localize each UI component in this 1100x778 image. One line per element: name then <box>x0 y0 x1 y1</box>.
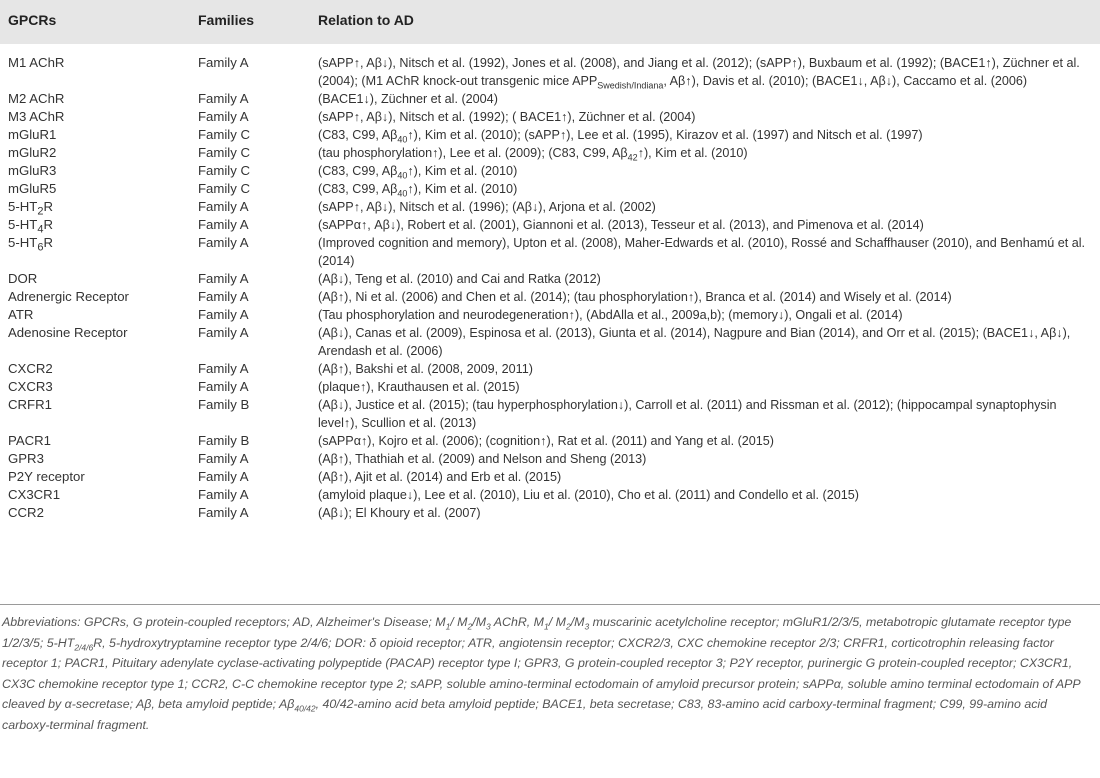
gpcr-family: Family C <box>198 181 251 196</box>
gpcr-family: Family A <box>198 199 249 214</box>
gpcr-family: Family C <box>198 163 251 178</box>
table-row <box>0 234 1100 270</box>
relation-to-ad: (Tau phosphorylation and neurodegeneration↑), (AbdAlla et al., 2009a,b); (memory↓), Ongali et al. (2014) <box>318 308 903 322</box>
table-row <box>0 324 1100 360</box>
header-relation: Relation to AD <box>318 12 414 28</box>
relation-to-ad: (amyloid plaque↓), Lee et al. (2010), Liu et al. (2010), Cho et al. (2011) and Condello et al. (2015) <box>318 488 859 502</box>
gpcr-name: mGluR3 <box>8 163 57 178</box>
gpcr-name: M3 AChR <box>8 109 65 124</box>
relation-to-ad: (Aβ↑), Thathiah et al. (2009) and Nelson and Sheng (2013) <box>318 452 647 466</box>
table-row <box>0 288 1100 306</box>
gpcr-family: Family A <box>198 379 249 394</box>
gpcr-name: M2 AChR <box>8 91 65 106</box>
gpcr-family: Family A <box>198 325 249 340</box>
table-row <box>0 378 1100 396</box>
gpcr-name: ATR <box>8 307 34 322</box>
gpcr-family: Family C <box>198 127 251 142</box>
gpcr-name: mGluR1 <box>8 127 57 142</box>
abbreviations-note: Abbreviations: GPCRs, G protein-coupled receptors; AD, Alzheimer's Disease; $M_1/$ $M_2/M_3$ AChR, $M_1/$ $M_2/M_3$ muscarinic acetylcholine receptor; mGluR1/2/3/5, metabotropic glutamate receptor type 1/2/3/5; $5-HT_{2/4/6}R$, 5-hydroxytryptamine receptor type 2/4/6; DOR: δ opioid receptor; ATR, angiotensin receptor; CXCR2/3, CXC chemokine receptor 2/3; CRFR1, corticotrophin releasing factor receptor 1; PACR1, Pituitary adenylate cyclase-activating polypeptide (PACAP) receptor type I; GPR3, G protein-coupled receptor 3; P2Y receptor, purinergic G protein-coupled receptor; CX3CR1, CX3C chemokine receptor type 1; CCR2, C-C chemokine receptor type 2; sAPP, soluble amino-terminal ectodomain of amyloid precursor protein; sAPPα, soluble amino terminal ectodomain of APP cleaved by α-secretase; Aβ, beta amyloid peptide; $A\beta_{40/42}$, 40/42-amino acid beta amyloid peptide; BACE1, beta secretase; C83, 83-amino acid carboxy-terminal fragment; C99, 99-amino acid carboxy-terminal fragment. <box>2 615 1081 732</box>
relation-to-ad: (C83, C99, $A\beta_{40}↑$), Kim et al. (2010) <box>318 182 518 199</box>
header-families: Families <box>198 12 255 28</box>
relation-to-ad: (Aβ↑), Bakshi et al. (2008, 2009, 2011) <box>318 362 533 376</box>
gpcr-family: Family A <box>198 271 249 286</box>
table-row <box>0 270 1100 288</box>
gpcr-name: Adrenergic Receptor <box>8 289 129 304</box>
table-row <box>0 162 1100 180</box>
relation-to-ad: (Aβ↓), Teng et al. (2010) and Cai and Ratka (2012) <box>318 272 601 286</box>
relation-to-ad: (BACE1↓), Züchner et al. (2004) <box>318 92 498 106</box>
gpcr-family: Family A <box>198 235 249 250</box>
table-row <box>0 54 1100 90</box>
gpcr-name: PACR1 <box>8 433 51 448</box>
table-row <box>0 180 1100 198</box>
gpcr-name: mGluR2 <box>8 145 57 160</box>
table-row <box>0 504 1100 522</box>
gpcr-name: Adenosine Receptor <box>8 325 128 340</box>
gpcr-name: CRFR1 <box>8 397 52 412</box>
table-row <box>0 432 1100 450</box>
table-row <box>0 90 1100 108</box>
relation-to-ad: (tau phosphorylation↑), Lee et al. (2009); (C83, C99, $A\beta_{42}↑$), Kim et al. (2010) <box>318 146 748 163</box>
relation-to-ad: (Aβ↓), Canas et al. (2009), Espinosa et al. (2013), Giunta et al. (2014), Nagpure and Bian (2014), and Orr et al. (2015); (BACE1↓, Aβ↓), Arendash et al. (2006) <box>318 326 1071 358</box>
relation-to-ad: (Aβ↑), Ni et al. (2006) and Chen et al. (2014); (tau phosphorylation↑), Branca et al. (2014) and Wisely et al. (2014) <box>318 290 952 304</box>
relation-to-ad: (Improved cognition and memory), Upton et al. (2008), Maher-Edwards et al. (2010), Rossé and Schaffhauser (2010), and Benhamú et al. (2014) <box>318 236 1085 268</box>
relation-to-ad: (sAPPα↑), Kojro et al. (2006); (cognition↑), Rat et al. (2011) and Yang et al. (2015) <box>318 434 774 448</box>
table-bottom-rule <box>0 604 1100 605</box>
table-header <box>0 0 1100 44</box>
relation-to-ad: (Aβ↓), Justice et al. (2015); (tau hyperphosphorylation↓), Carroll et al. (2011) and Rissman et al. (2012); (hippocampal synaptophysin level↑), Scullion et al. (2013) <box>318 398 1057 430</box>
table-row <box>0 468 1100 486</box>
gpcr-family: Family A <box>198 91 249 106</box>
gpcr-family: Family A <box>198 307 249 322</box>
relation-to-ad: (C83, C99, $A\beta_{40}↑$), Kim et al. (2010) <box>318 164 518 181</box>
gpcr-name: $5-HT_4R$ <box>8 217 53 236</box>
table-row <box>0 126 1100 144</box>
table-row <box>0 198 1100 216</box>
gpcr-name: M1 AChR <box>8 55 65 70</box>
gpcr-family: Family B <box>198 397 250 412</box>
table-row <box>0 396 1100 432</box>
gpcr-family: Family A <box>198 217 249 232</box>
relation-to-ad: (sAPPα↑, Aβ↓), Robert et al. (2001), Giannoni et al. (2013), Tesseur et al. (2013), and Pimenova et al. (2014) <box>318 218 924 232</box>
gpcr-family: Family A <box>198 451 249 466</box>
table-row <box>0 144 1100 162</box>
relation-to-ad: (C83, C99, $A\beta_{40}↑$), Kim et al. (2010); (sAPP↑), Lee et al. (1995), Kirazov et al. (1997) and Nitsch et al. (1997) <box>318 128 923 145</box>
gpcr-name: CX3CR1 <box>8 487 61 502</box>
table-row <box>0 108 1100 126</box>
gpcr-name: $5-HT_6R$ <box>8 235 53 254</box>
table-row <box>0 486 1100 504</box>
relation-to-ad: (plaque↑), Krauthausen et al. (2015) <box>318 380 520 394</box>
gpcr-name: DOR <box>8 271 38 286</box>
gpcr-family: Family A <box>198 469 249 484</box>
relation-to-ad: (Aβ↓); El Khoury et al. (2007) <box>318 506 481 520</box>
gpcr-family: Family A <box>198 289 249 304</box>
table-body <box>0 54 1100 522</box>
relation-to-ad: (sAPP↑, Aβ↓), Nitsch et al. (1996); (Aβ↓), Arjona et al. (2002) <box>318 200 656 214</box>
relation-to-ad: (sAPP↑, Aβ↓), Nitsch et al. (1992), Jones et al. (2008), and Jiang et al. (2012); (sAPP↑), Buxbaum et al. (1992); (BACE1↑), Züchner et al. (2004); (M1 AChR knock-out transgenic mice $APP_{Swedish/Indiana}$, Aβ↑), Davis et al. (2010); (BACE1↓, Aβ↓), Caccamo et al. (2006) <box>318 56 1080 91</box>
relation-to-ad: (sAPP↑, Aβ↓), Nitsch et al. (1992); ( BACE1↑), Züchner et al. (2004) <box>318 110 696 124</box>
gpcr-name: CXCR2 <box>8 361 53 376</box>
gpcr-family: Family B <box>198 433 250 448</box>
table-row <box>0 216 1100 234</box>
header-gpcrs: GPCRs <box>8 12 57 28</box>
gpcr-family: Family A <box>198 109 249 124</box>
gpcr-name: CCR2 <box>8 505 44 520</box>
table-row <box>0 360 1100 378</box>
gpcr-family: Family A <box>198 505 249 520</box>
gpcr-family: Family C <box>198 145 251 160</box>
table-row <box>0 450 1100 468</box>
gpcr-name: mGluR5 <box>8 181 57 196</box>
relation-to-ad: (Aβ↑), Ajit et al. (2014) and Erb et al. (2015) <box>318 470 562 484</box>
gpcr-name: CXCR3 <box>8 379 53 394</box>
gpcr-family: Family A <box>198 361 249 376</box>
table-row <box>0 306 1100 324</box>
gpcr-name: $5-HT_2R$ <box>8 199 53 218</box>
gpcr-family: Family A <box>198 487 249 502</box>
gpcr-name: P2Y receptor <box>8 469 85 484</box>
gpcr-name: GPR3 <box>8 451 44 466</box>
gpcr-family: Family A <box>198 55 249 70</box>
